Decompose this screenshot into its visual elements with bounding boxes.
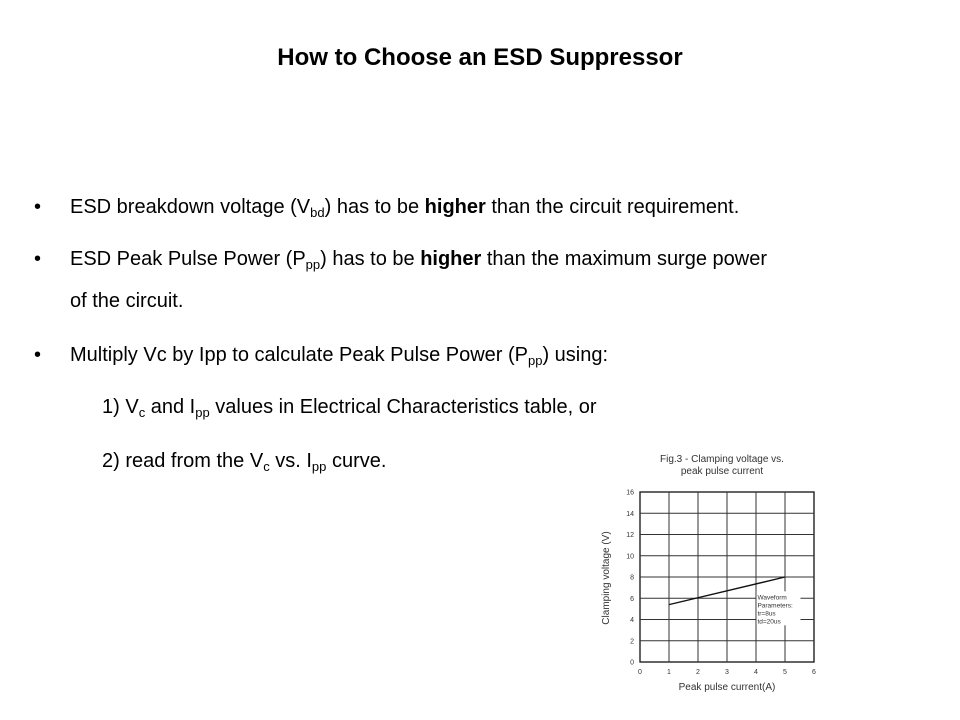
x-tick-label: 2	[696, 669, 700, 676]
chart-svg	[594, 448, 834, 698]
x-tick-label: 5	[783, 669, 787, 676]
chart-y-label: Clamping voltage (V)	[601, 531, 612, 625]
y-tick-label: 6	[630, 595, 634, 603]
chart-annotation	[756, 591, 800, 625]
bullet-marker: •	[34, 248, 42, 270]
bullet-peak-pulse-power-continued: of the circuit.	[70, 290, 184, 312]
x-tick-label: 6	[812, 669, 816, 676]
y-tick-label: 16	[626, 489, 634, 497]
y-tick-label: 4	[630, 617, 634, 624]
sub-item-table: 1) $V_c$ and $I_{pp}$ values in Electrical Characteristics table, or	[102, 396, 597, 420]
y-tick-label: 0	[630, 659, 634, 667]
bullet-breakdown-voltage: ESD breakdown voltage $(V_{bd})$ has to be higher than the circuit requirement.	[70, 196, 740, 220]
chart-title: Fig.3 - Clamping voltage vs.	[660, 454, 784, 465]
y-tick-label: 2	[630, 638, 634, 646]
bullet-peak-pulse-power: ESD Peak Pulse Power $(P_{pp})$ has to be higher than the maximum surge power	[70, 248, 767, 272]
x-tick-label: 0	[638, 669, 642, 676]
x-tick-label: 1	[667, 669, 671, 676]
y-tick-label: 10	[626, 553, 634, 561]
bullet-multiply: Multiply Vc by Ipp to calculate Peak Pulse Power $(P_{pp})$ using:	[70, 344, 609, 368]
bullet-marker: •	[34, 344, 42, 366]
chart-grid	[640, 492, 814, 662]
clamping-voltage-chart	[594, 448, 834, 698]
chart-tick-labels	[626, 490, 816, 677]
y-tick-label: 8	[630, 574, 634, 582]
y-tick-label: 14	[626, 510, 634, 518]
annotation-line: Waveform	[757, 594, 787, 602]
annotation-line: Parameters:	[757, 602, 793, 610]
annotation-line: tr=8us	[757, 610, 776, 618]
annotation-line: td=20us	[757, 618, 781, 626]
slide-title: How to Choose an ESD Suppressor	[277, 44, 683, 71]
x-tick-label: 3	[725, 669, 729, 676]
chart-subtitle: peak pulse current	[680, 466, 764, 477]
x-tick-label: 4	[754, 669, 758, 676]
bullet-marker: •	[34, 196, 42, 218]
sub-item-curve: 2) read from the $V_c$ vs. $I_{pp}$ curve.	[102, 450, 387, 474]
chart-x-label: Peak pulse current(A)	[678, 682, 776, 693]
y-tick-label: 12	[626, 532, 634, 539]
